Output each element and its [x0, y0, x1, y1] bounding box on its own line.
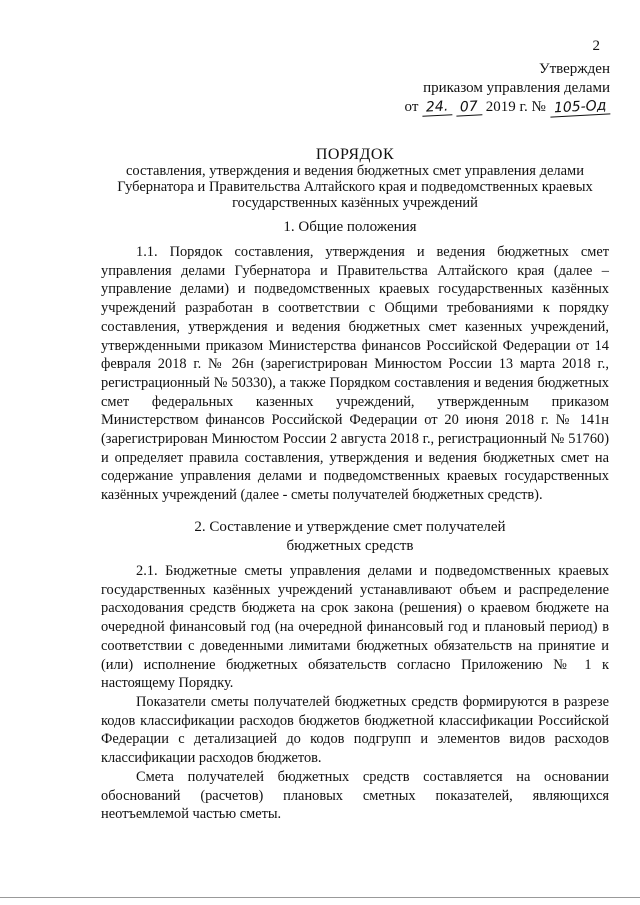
- approval-number-handwritten: 105-Од: [549, 98, 610, 117]
- approval-line-1: Утвержден: [538, 61, 610, 77]
- section-2-paragraph-3: Смета получателей бюджетных средств составляется на основании обоснований (расчетов) плановых сметных показателей, являющихся неотъемлемой частью сметы.: [101, 769, 609, 823]
- section-2-heading-line-1: 2. Составление и утверждение смет получателей: [194, 519, 506, 535]
- approval-month-handwritten: 07: [456, 99, 483, 116]
- section-2-heading: [60, 518, 640, 556]
- document-subtitle: составления, утверждения и ведения бюджетных смет управления делами Губернатора и Правительства Алтайского края и подведомственных краевых государственных казённых учреждений: [117, 163, 593, 211]
- approval-year-text: 2019 г. №: [485, 99, 546, 115]
- approval-line-2: приказом управления делами: [423, 80, 610, 96]
- section-2-paragraph-2: Показатели сметы получателей бюджетных средств формируются в разрезе кодов классификации расходов бюджетов бюджетной классификации Российской Федерации с детализацией до кодов подгрупп и элементов видов расходов классификации расходов бюджетов.: [101, 694, 609, 767]
- page-number: 2: [592, 38, 600, 54]
- document-title: ПОРЯДОК: [315, 146, 395, 163]
- section-2-paragraph-1: 2.1. Бюджетные сметы управления делами и подведомственных краевых государственных казённых учреждений устанавливают объем и распределение расходования средств бюджета на срок закона (решения) о краевом бюджете на очередной финансовый год (на очередной финансовый год и плановый период) в соответствии с доведенными лимитами бюджетных обязательств на принятие и (или) исполнение бюджетных обязательств согласно Приложению № 1 к настоящему Порядку.: [101, 563, 609, 692]
- section-1-paragraph-1: 1.1. Порядок составления, утверждения и ведения бюджетных смет управления делами Губернатора и Правительства Алтайского края (далее – управление делами) и подведомственных краевых государственных казённых учреждений разработан в соответствии с Общими требованиями к порядку составления, утверждения и ведения бюджетных смет казенных учреждений, утвержденными приказом Министерства финансов Российской Федерации от 14 февраля 2018 г. № 26н (зарегистрирован Минюстом России 13 марта 2018 г., регистрационный № 50330), а также Порядком составления и ведения бюджетных смет федеральных казенных учреждений, утвержденным приказом Министерством финансов Российской Федерации от 20 июня 2018 г. № 141н (зарегистрирован Минюстом России 2 августа 2018 г., регистрационный № 51760) и определяет правила составления, утверждения и ведения бюджетных смет на содержание управления делами и подведомственных краевых государственных казённых учреждений (далее - сметы получателей бюджетных средств).: [101, 244, 609, 504]
- approval-date-prefix: от: [404, 99, 419, 115]
- section-1-heading: 1. Общие положения: [283, 219, 417, 235]
- page-bottom-edge: [0, 897, 640, 898]
- approval-day-handwritten: 24.: [422, 99, 453, 117]
- approval-date-line: [395, 98, 610, 117]
- approval-block: [395, 60, 610, 117]
- section-2-heading-line-2: бюджетных средств: [286, 538, 414, 554]
